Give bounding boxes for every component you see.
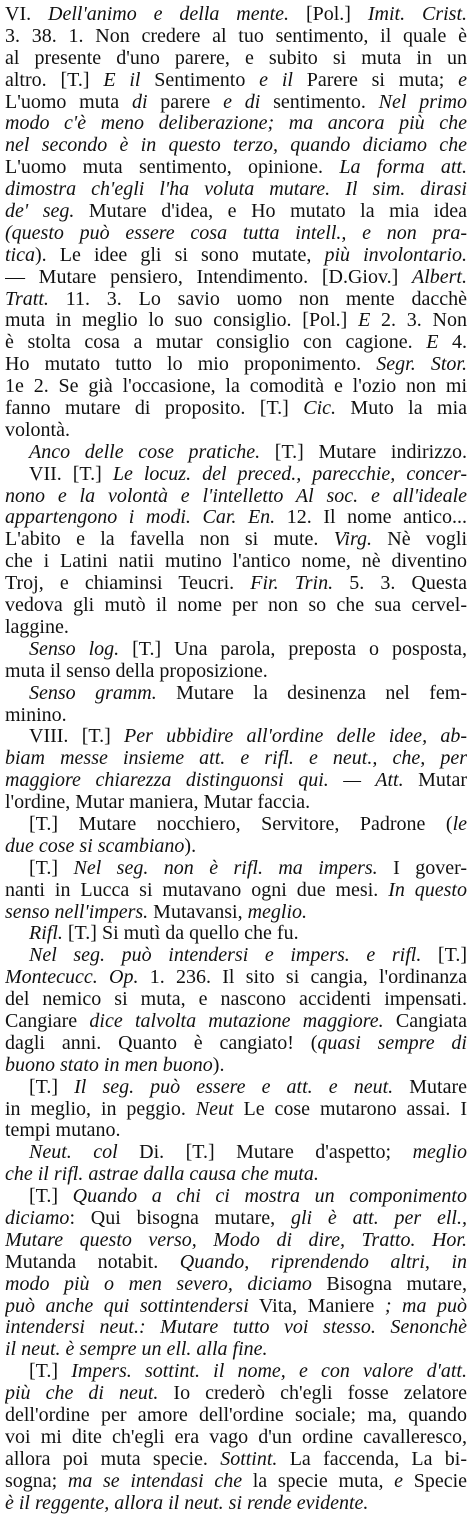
text-run: Ho mutato tutto lo mio proponimento. (5, 354, 377, 376)
italic-text-run: dice talvolta mutazione maggiore. (89, 1010, 384, 1032)
text-run: del nemico si muta, e nascono accidenti impensati. (5, 989, 467, 1011)
text-run: I gover- (377, 857, 467, 879)
text-run: vedova gli mutò il nome per non so che sua cervel- (5, 595, 467, 617)
text-line (5, 267, 467, 289)
text-run: che i Latini natii mutino l'antico nome, nè diventino (5, 551, 467, 573)
italic-text-run: di (131, 91, 148, 113)
text-line (5, 1033, 467, 1055)
text-line (5, 1230, 467, 1252)
text-run: [T.] (29, 1076, 75, 1098)
italic-text-run: Senso log. (29, 638, 120, 660)
italic-text-run: più che di neut. (5, 1383, 159, 1405)
text-run: L'uomo muta (5, 91, 132, 113)
italic-text-run: il neut. è sempre un ell. alla fine. (5, 1339, 268, 1361)
italic-text-run: nel secondo è in questo terzo, quando diciamo che (5, 135, 467, 157)
text-line (5, 989, 467, 1011)
text-run: Bisogna mutare, (311, 1273, 467, 1295)
text-run: Cangiare (5, 1010, 90, 1032)
text-line (5, 1120, 467, 1142)
italic-text-run: Nel primo (378, 91, 467, 113)
italic-text-run: Albert. (412, 266, 467, 288)
text-run: Di. [T.] Mutare d'aspetto; (117, 1142, 413, 1164)
text-run: Le cose mutarono assai. I (233, 1098, 467, 1120)
text-line (5, 179, 467, 201)
italic-text-run: Per ubbidire all'ordine delle idee, ab- (124, 726, 467, 748)
text-line (5, 507, 467, 529)
text-line (5, 486, 467, 508)
text-line (5, 48, 467, 70)
text-line (5, 223, 467, 245)
text-line (5, 310, 467, 332)
text-line (5, 26, 467, 48)
italic-text-run: due cose si scambiano (5, 835, 185, 857)
text-line (5, 1186, 467, 1208)
text-line (5, 1296, 467, 1318)
text-run: [T.] Una parola, preposta o posposta, (119, 638, 467, 660)
italic-text-run: de' seg. (5, 201, 75, 223)
text-line (5, 661, 467, 683)
text-run: laggine. (5, 616, 69, 638)
text-run: 1e 2. Se già l'occasione, la comodità e l'ozio non mi (5, 376, 467, 398)
italic-text-run: Montecucc. Op. (5, 967, 139, 989)
text-run: Io crederò ch'egli fosse zelatore (158, 1383, 467, 1405)
text-line (5, 858, 467, 880)
text-run: ). (184, 835, 197, 857)
italic-text-run: Virg. (333, 529, 373, 551)
italic-text-run: Senso gramm. (29, 682, 157, 704)
italic-text-run: biam messe insieme att. e rifl. e neut., che, per (5, 748, 467, 770)
text-run: [T.] (29, 1186, 73, 1208)
text-run: nanti in Lucca si mutavano ogni due mesi. (5, 879, 389, 901)
text-run: voi mi dite ch'egli era vago d'un ordine cavalleresco, (5, 1426, 467, 1448)
italic-text-run: appartengono i modi. Car. En. (5, 507, 276, 529)
text-run: l'ordine, Mutar maniera, Mutar faccia. (5, 792, 311, 814)
text-run: dagli anni. Quanto è cangiato! ( (5, 1032, 318, 1054)
italic-text-run: E (426, 332, 439, 354)
text-line (5, 1317, 467, 1339)
text-run: 4. (438, 332, 467, 354)
text-run: [T.] Mutare nocchiero, Servitore, Padrone ( (29, 813, 453, 835)
italic-text-run: E (358, 310, 371, 332)
text-line (5, 354, 467, 376)
text-run: 2. 3. Non (370, 310, 467, 332)
text-run: muta in meglio lo suo consiglio. [Pol.] (5, 310, 359, 332)
text-line (5, 92, 467, 114)
text-line (5, 792, 467, 814)
text-run: — Mutare pensiero, Intendimento. [D.Giov.] (5, 266, 412, 288)
text-line (5, 1252, 467, 1274)
text-run: Mutavansi, (148, 901, 248, 923)
text-run: sogna; (5, 1470, 68, 1492)
text-run: [T.] (29, 857, 74, 879)
text-run: [T.] Si mutì da quello che fu. (62, 923, 299, 945)
text-line (5, 332, 467, 354)
text-run: muta il senso della proposizione. (5, 660, 268, 682)
text-run: Muto la mia (336, 398, 467, 420)
italic-text-run: Fir. Trin. (250, 573, 334, 595)
text-line (5, 201, 467, 223)
text-run: Sentimento (140, 69, 260, 91)
text-run: dell'ordine per amore dell'ordine sociale; ma, quando (5, 1405, 467, 1426)
italic-text-run: Anco delle cose pratiche. (29, 441, 261, 463)
text-run: minino. (5, 704, 67, 726)
text-line (5, 1142, 467, 1164)
text-line (5, 748, 467, 770)
text-line (5, 70, 467, 92)
text-run: 5. 3. Questa (333, 573, 467, 595)
text-run: L'uomo muta sentimento, opinione. (5, 157, 340, 179)
text-line (5, 1099, 467, 1121)
text-line (5, 1055, 467, 1077)
italic-text-run: Imit. Crist. (367, 4, 467, 25)
text-run: [T.] (421, 945, 467, 967)
text-run: [T.] (29, 1361, 72, 1383)
italic-text-run: Tratt. (5, 288, 49, 310)
text-run: Mutare d'idea, e Ho mutato la mia idea (74, 201, 467, 223)
italic-text-run: e il (259, 69, 293, 91)
italic-text-run: Impers. sottint. il nome, e con valore d'att. (71, 1361, 467, 1383)
italic-text-run: Il seg. può essere e att. e neut. (74, 1076, 394, 1098)
text-run: è stolta cosa a mutar consiglio con cagione. (5, 332, 427, 354)
text-line (5, 902, 467, 924)
text-run: L'abito e la favella non si mute. (5, 529, 334, 551)
text-run: 1. 236. Il sito si cangia, l'ordinanza (138, 967, 467, 989)
text-run: [Pol.] (289, 4, 368, 25)
italic-text-run: è il reggente, allora il neut. si rende evidente. (5, 1492, 369, 1514)
italic-text-run: e (458, 69, 467, 91)
text-line (5, 967, 467, 989)
text-run: la specie muta, (242, 1470, 395, 1492)
italic-text-run: e (394, 1470, 404, 1492)
text-line (5, 464, 467, 486)
italic-text-run: modo c'è meno deliberazione; ma ancora più che (5, 113, 467, 135)
text-line (5, 1471, 467, 1493)
italic-text-run: Le locuz. del preced., parecchie, concer- (112, 463, 467, 485)
italic-text-run: Segr. Stor. (376, 354, 467, 376)
text-line (5, 880, 467, 902)
text-line (5, 376, 467, 398)
italic-text-run: senso nell'impers. (5, 901, 149, 923)
text-run: sentimento. (260, 91, 379, 113)
italic-text-run: Mutare questo verso, Modo di dire, Tratto. Hor. (5, 1229, 467, 1251)
text-run: ). (212, 1054, 225, 1076)
italic-text-run: nono e la volontà e l'intelletto Al soc. e all'ideale (5, 485, 467, 507)
italic-text-run: ma se intendasi che (67, 1470, 243, 1492)
italic-text-run: quasi sempre di (317, 1032, 467, 1054)
italic-text-run: (questo può essere cosa tutta intell., e non pra- (5, 222, 467, 244)
text-line (5, 1427, 467, 1449)
italic-text-run: diciamo (5, 1207, 70, 1229)
text-run: in meglio, in peggio. (5, 1098, 196, 1120)
text-line (5, 135, 467, 157)
text-line (5, 573, 467, 595)
text-line (5, 639, 467, 661)
text-run: ). Le idee gli si sono mutate, (35, 244, 325, 266)
text-run: : Qui bisogna mutare, (69, 1207, 291, 1229)
text-run: parere (147, 91, 224, 113)
text-run: VIII. [T.] (29, 726, 125, 748)
italic-text-run: dimostra ch'egli l'ha voluta mutare. Il sim. dirasi (5, 179, 467, 201)
text-line (5, 1274, 467, 1296)
italic-text-run: può anche qui sottintendersi (5, 1295, 249, 1317)
text-run: tempi mutano. (5, 1120, 121, 1142)
text-run: 12. Il nome antico... (275, 507, 467, 529)
text-run: La faccenda, La bi- (277, 1448, 467, 1470)
text-run: VI. (5, 4, 49, 25)
text-line (5, 923, 467, 945)
text-line (5, 113, 467, 135)
italic-text-run: ; ma può (384, 1295, 467, 1317)
text-line (5, 1164, 467, 1186)
italic-text-run: Sottint. (220, 1448, 278, 1470)
text-run: Mutare la desinenza nel fem- (156, 682, 467, 704)
text-line (5, 814, 467, 836)
italic-text-run: meglio (412, 1142, 467, 1164)
italic-text-run: che il rifl. astrae dalla causa che muta. (5, 1164, 319, 1186)
italic-text-run: La forma att. (339, 157, 467, 179)
text-line (5, 398, 467, 420)
text-run: Nè vogli (372, 529, 467, 551)
italic-text-run: In questo (388, 879, 467, 901)
text-line (5, 945, 467, 967)
text-run: 3. 38. 1. Non credere al tuo sentimento, il quale è (5, 25, 467, 47)
text-line (5, 617, 467, 639)
text-run: Troj, e chiaminsi Teucri. (5, 573, 251, 595)
text-line (5, 245, 467, 267)
text-line (5, 289, 467, 311)
text-line (5, 551, 467, 573)
text-run: volontà. (5, 419, 70, 441)
text-run: allora poi muta specie. (5, 1448, 221, 1470)
text-run: al presente d'uno parere, e subito si muta in un (5, 47, 467, 69)
italic-text-run: Nel seg. può intendersi e impers. e rifl. (29, 945, 422, 967)
text-line (5, 683, 467, 705)
text-line (5, 1339, 467, 1361)
text-line (5, 1077, 467, 1099)
text-line (5, 420, 467, 442)
italic-text-run: Neut (195, 1098, 234, 1120)
italic-text-run: più involontario. (324, 244, 467, 266)
italic-text-run: gli è att. per ell., (290, 1207, 467, 1229)
italic-text-run: Rifl. (29, 923, 63, 945)
text-run: Specie (403, 1470, 467, 1492)
text-line (5, 836, 467, 858)
text-run: Mutare (393, 1076, 467, 1098)
italic-text-run: tica (5, 244, 35, 266)
text-line (5, 442, 467, 464)
italic-text-run: modo più o men severo, diciamo (5, 1273, 312, 1295)
text-line (5, 1383, 467, 1405)
text-run: altro. [T.] (5, 69, 104, 91)
text-run: fanno mutare di proposito. [T.] (5, 398, 304, 420)
text-line (5, 1361, 467, 1383)
italic-text-run: E il (103, 69, 141, 91)
italic-text-run: le (452, 813, 467, 835)
italic-text-run: e di (223, 91, 261, 113)
italic-text-run: Quando a chi ci mostra un componimento (72, 1186, 467, 1208)
text-run: [T.] Mutare indirizzo. (260, 441, 467, 463)
italic-text-run: meglio. (247, 901, 308, 923)
text-run: VII. [T.] (29, 463, 113, 485)
text-run: Cangiata (383, 1010, 467, 1032)
text-line (5, 1449, 467, 1471)
text-run: Mutanda notabit. (5, 1251, 180, 1273)
text-line (5, 1011, 467, 1033)
italic-text-run: Dell'animo e della mente. (48, 4, 290, 25)
text-line (5, 595, 467, 617)
italic-text-run: intendersi neut.: Mutare tutto voi stesso. Senonchè (5, 1317, 467, 1339)
text-line (5, 726, 467, 748)
text-run: Mutar (403, 770, 467, 792)
text-line (5, 1493, 467, 1514)
text-run: 11. 3. Lo savio uomo non mente dacchè (48, 288, 467, 310)
italic-text-run: buono stato in men buono (5, 1054, 213, 1076)
italic-text-run: Quando, riprendendo altri, in (179, 1251, 467, 1273)
italic-text-run: maggiore chiarezza distinguonsi qui. — Att. (5, 770, 404, 792)
text-line (5, 1208, 467, 1230)
text-line (5, 529, 467, 551)
text-run: Vita, Maniere (248, 1295, 385, 1317)
text-line (5, 1405, 467, 1427)
italic-text-run: Neut. col (29, 1142, 118, 1164)
italic-text-run: Cic. (303, 398, 337, 420)
text-line (5, 705, 467, 727)
text-run: Parere si muta; (292, 69, 459, 91)
text-line (5, 770, 467, 792)
text-line (5, 4, 467, 26)
italic-text-run: Nel seg. non è rifl. ma impers. (73, 857, 378, 879)
text-line (5, 157, 467, 179)
